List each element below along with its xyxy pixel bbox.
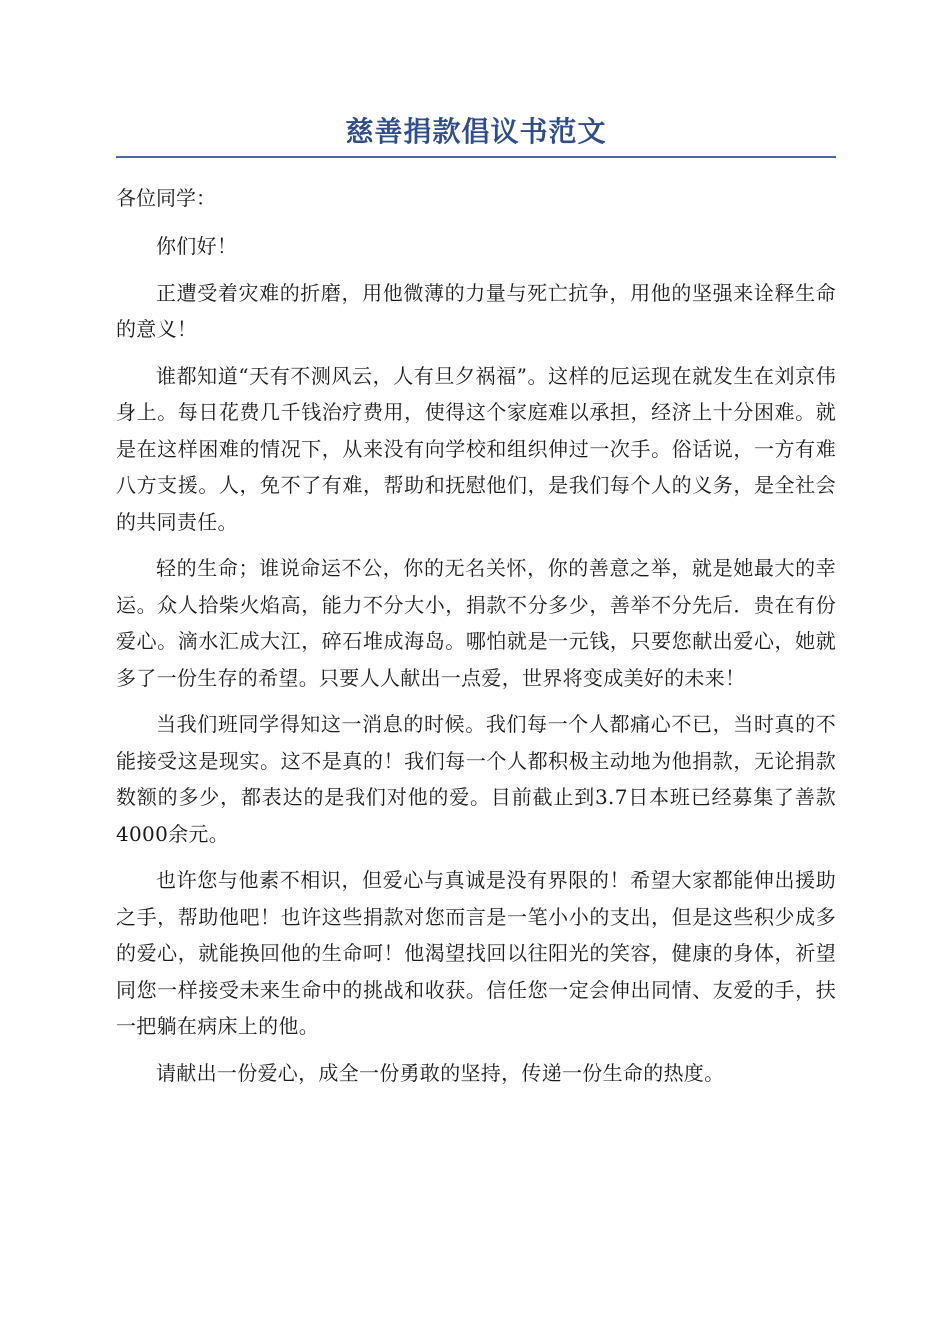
paragraph-greeting: 你们好！	[156, 234, 238, 258]
paragraph: 轻的生命；谁说命运不公，你的无名关怀，你的善意之举，就是她最大的幸运。众人拾柴火焰高，能力不分大小，捐款不分多少，善举不分先后．贵在有份爱心。滴水汇成大江，碎石堆成海岛。哪怕就是一元钱，只要您献出爱心，她就多了一份生存的希望。只要人人献出一点爱，世界将变成美好的未来！	[116, 556, 836, 690]
paragraph: 谁都知道“天有不测风云，人有旦夕祸福”。这样的厄运现在就发生在刘京伟身上。每日花费几千钱治疗费用，使得这个家庭难以承担，经济上十分困难。就是在这样困难的情况下，从来没有向学校和组织伸过一次手。俗话说，一方有难八方支援。人，免不了有难，帮助和抚慰他们，是我们每个人的义务，是全社会的共同责任。	[116, 363, 836, 534]
paragraph: 当我们班同学得知这一消息的时候。我们每一个人都痛心不已，当时真的不能接受这是现实。这不是真的！我们每一个人都积极主动地为他捐款，无论捐款数额的多少，都表达的是我们对他的爱。目前截止到3.7日本班已经募集了善款4000余元。	[116, 712, 836, 846]
document-title: 慈善捐款倡议书范文	[345, 115, 607, 148]
paragraph: 也许您与他素不相识，但爱心与真诚是没有界限的！希望大家都能伸出援助之手，帮助他吧！也许这些捐款对您而言是一笔小小的支出，但是这些积少成多的爱心，就能换回他的生命呵！他渴望找回以往阳光的笑容，健康的身体，祈望同您一样接受未来生命中的挑战和收获。信任您一定会伸出同情、友爱的手，扶一把躺在病床上的他。	[116, 868, 836, 1038]
paragraph-closing: 请献出一份爱心，成全一份勇敢的坚持，传递一份生命的热度。	[156, 1060, 725, 1085]
title-underline	[116, 156, 836, 158]
paragraph: 正遭受着灾难的折磨，用他微薄的力量与死亡抗争，用他的坚强来诠释生命的意义！	[116, 280, 836, 341]
salutation: 各位同学：	[116, 186, 216, 210]
document-page	[116, 110, 836, 1101]
